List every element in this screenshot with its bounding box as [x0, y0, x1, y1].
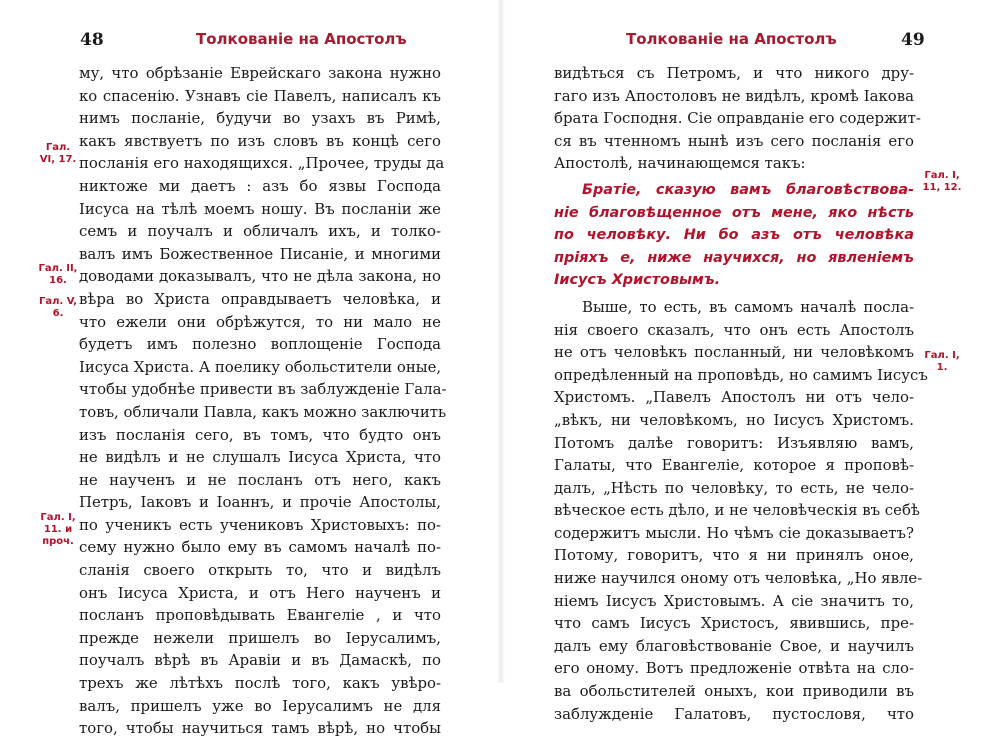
right-page — [505, 0, 1000, 723]
text-line: посланія его находящихся. „Прочее, труды да — [79, 154, 445, 173]
margin-note-gal-6-17: Гал. VI, 17. — [39, 142, 77, 165]
text-line: не отъ человѣкъ посланный, ни человѣкомъ — [554, 343, 914, 362]
text-line: ся въ чтенномъ нынѣ изъ сего посланія его — [554, 131, 914, 150]
text-line: того, чтобы научиться тамъ вѣрѣ, но чтобы — [79, 719, 441, 738]
text-line: валъ, пришелъ уже во Іерусалимъ не для — [79, 696, 441, 715]
text-line: что самъ Іисусъ Христосъ, явившись, пре- — [554, 614, 914, 633]
text-line: Выше, то есть, въ самомъ началѣ посла- — [582, 297, 914, 316]
text-line: не наученъ и не посланъ отъ него, какъ — [79, 470, 441, 489]
text-line: не видѣлъ и не слушалъ Іисуса Христа, что — [79, 448, 441, 467]
quote-line: ніе благовѣщенное отъ мене, яко нѣсть — [554, 204, 914, 221]
text-line: Іисуса на тѣлѣ моемъ ношу. Въ посланіи же — [79, 199, 441, 218]
text-line: будетъ имъ полезно воплощеніе Господа — [79, 335, 441, 354]
margin-note-gal-1-11-12: Гал. I, 11, 12. — [922, 170, 962, 193]
text-line: му, что обрѣзаніе Еврейскагo закона нужно — [79, 64, 441, 82]
right-page-body — [554, 62, 928, 725]
text-line: ніемъ Іисусъ Христовымъ. А сіе значитъ то, — [554, 591, 914, 610]
running-head-left: Толкованіе на Апостолъ — [196, 30, 407, 48]
text-line: ко спасенію. Узнавъ сіе Павелъ, написалъ къ — [79, 86, 441, 105]
text-line: валъ имъ Божественное Писаніе, и многими — [79, 244, 441, 263]
text-line: гаго изъ Апостоловъ не видѣлъ, кромѣ Іакова — [554, 86, 914, 105]
text-line: сему нужно было ему въ самомъ началѣ по- — [79, 538, 441, 557]
text-line: трехъ же лѣтѣхъ послѣ того, какъ увѣро- — [79, 674, 441, 693]
text-line: вѣра во Христа оправдываетъ человѣка, и — [79, 289, 441, 308]
text-line: Потому, говоритъ, что я ни принялъ оное, — [554, 546, 914, 565]
text-line: „вѣкъ, ни человѣкомъ, но Іисусъ Христомъ. — [554, 410, 914, 429]
text-line: Христомъ. „Павелъ Апостолъ ни отъ чело- — [554, 388, 914, 407]
text-line: вѣческое есть дѣло, и не человѣческія въ себѣ — [554, 501, 920, 520]
text-line: далъ ему благовѣствованіе Свое, и научилъ — [554, 636, 914, 655]
text-line: прежде нежели пришелъ во Іерусалимъ, — [79, 628, 441, 647]
quote-line: по человѣку. Ни бо азъ отъ человѣка — [554, 227, 914, 244]
left-page-body — [79, 62, 447, 740]
text-line: Потомъ далѣе говоритъ: Изъявляю вамъ, — [554, 433, 914, 452]
text-line: по ученикъ есть учениковъ Христовыхъ: по- — [79, 515, 441, 534]
text-line: Галаты, что Евангеліе, которое я проповѣ- — [554, 456, 914, 475]
margin-note-gal-5-6: Гал. V, 6. — [39, 296, 77, 319]
quote-line: Іисусъ Христовымъ. — [554, 272, 721, 289]
text-line: что ежели они обрѣжутся, то ни мало не — [79, 312, 441, 331]
book-gutter — [497, 0, 505, 683]
text-line: чтобы удобнѣе привести въ заблужденіе Гала- — [79, 380, 447, 399]
quote-line: Братіе, сказую вамъ благовѣствова- — [582, 181, 914, 198]
text-line: семъ и поучалъ и обличалъ ихъ, и толко- — [79, 222, 441, 241]
text-line: видѣться съ Петромъ, и что никого дру- — [554, 64, 914, 82]
text-line: сланія своего открыть то, что и видѣлъ — [79, 561, 441, 580]
text-line: нимъ посланіе, будучи во узахъ въ Римѣ, — [79, 109, 441, 128]
text-line: ниже научился оному отъ человѣка, „Но явле- — [554, 569, 923, 588]
epistle-reading-quote — [554, 179, 914, 292]
text-line: изъ посланія сего, въ томъ, что будто онъ — [79, 425, 441, 444]
text-line: далъ, „Нѣсть по человѣку, то есть, не чело- — [554, 478, 914, 497]
margin-note-gal-2-16: Гал. II, 16. — [38, 263, 78, 286]
running-head-right: Толкованіе на Апостолъ — [626, 30, 837, 48]
text-line: содержитъ мысли. Но чѣмъ сіе доказываетъ? — [554, 523, 914, 542]
page-number-right: 49 — [901, 30, 925, 50]
text-line: опредѣленный на проповѣдь, но самимъ Іисусъ — [554, 365, 928, 384]
left-page — [0, 0, 497, 738]
text-line: Апостолѣ, начинающемся такъ: — [554, 154, 806, 173]
text-line: ва обольстителей оныхъ, кои приводили въ — [554, 682, 914, 701]
text-line: брата Господня. Сіе оправданіе его содержит- — [554, 109, 921, 128]
text-line: Петръ, Іаковъ и Іоаннъ, и прочіе Апостолы, — [79, 493, 441, 512]
text-line: посланъ проповѣдывать Евангеліе , и что — [79, 606, 441, 625]
text-line: заблужденіе Галатовъ, пустословя, что — [554, 704, 914, 723]
margin-note-gal-1-11: Гал. I, 11. и проч. — [40, 512, 76, 547]
text-line: его оному. Вотъ предложеніе отвѣта на сло- — [554, 659, 914, 678]
text-line: нія своего сказалъ, что онъ есть Апостолъ — [554, 320, 914, 339]
text-line: никтоже ми даетъ : азъ бо язвы Господа — [79, 176, 441, 195]
text-line: поучалъ вѣрѣ въ Аравіи и въ Дамаскѣ, по — [79, 651, 441, 670]
text-line: товъ, обличали Павла, какъ можно заключить — [79, 402, 447, 421]
margin-note-gal-1-1: Гал. I, 1. — [924, 350, 960, 373]
quote-line: пріяхъ е, ниже научихся, но явленіемъ — [554, 249, 914, 266]
text-line: какъ явствуетъ по изъ словъ въ концѣ сего — [79, 131, 441, 150]
text-line: Іисуса Христа. А поелику обольстители оные, — [79, 357, 442, 376]
text-line: онъ Іисуса Христа, и отъ Него наученъ и — [79, 583, 441, 602]
page-number-left: 48 — [80, 30, 104, 50]
text-line: доводами доказывалъ, что не дѣла закона, но — [79, 267, 441, 286]
